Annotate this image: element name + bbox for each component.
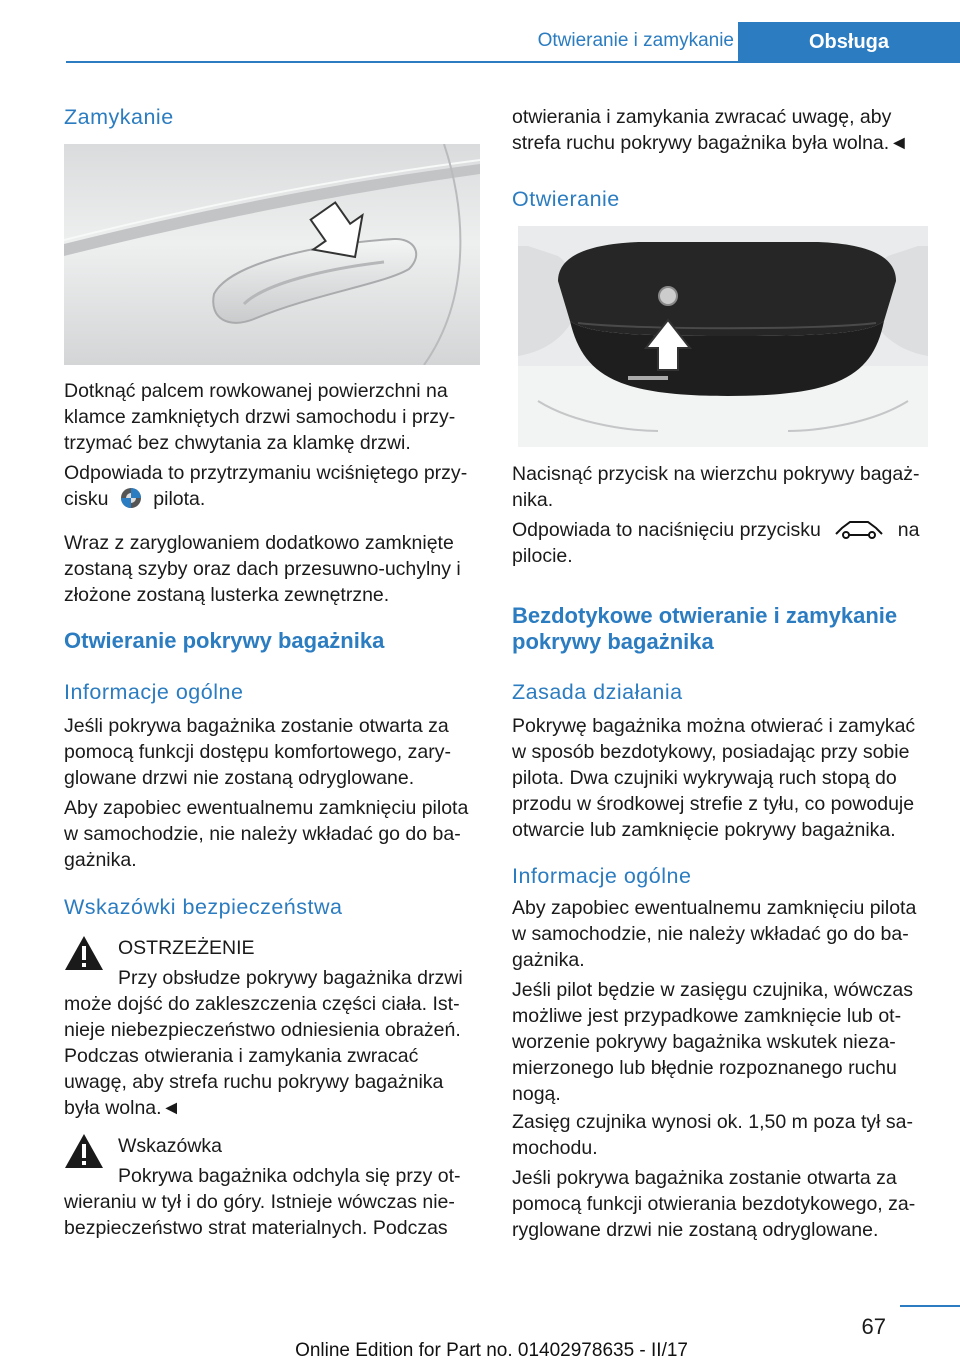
header-section-title: Otwieranie i zamykanie — [537, 30, 734, 51]
heading-otwieranie: Otwieranie — [512, 187, 620, 211]
heading-otwieranie-pokrywy: Otwieranie pokrywy bagażnika — [64, 628, 385, 653]
lock-button-icon — [120, 487, 142, 509]
page-number: 67 — [861, 1314, 886, 1339]
header-chapter-tab: Obsługa — [738, 22, 960, 63]
paragraph-remote-equivalent-b: pilota. — [153, 488, 206, 510]
paragraph-sensor-range: Zasięg czujnika wynosi ok. 1,50 m poza tył samochodu. — [512, 1111, 914, 1159]
trunk-lid-photo — [518, 226, 928, 447]
paragraph-remote-button-a: Odpowiada to naciśnięciu przycisku — [512, 519, 821, 541]
footer-rule — [900, 1305, 960, 1307]
heading-zamykanie: Zamykanie — [64, 105, 174, 129]
edition-note: Online Edition for Part no. 01402978635 - II/17 — [295, 1340, 688, 1361]
paragraph-comfort-access: Jeśli pokrywa bagażnika zostanie otwarta za pomocą funkcji dostępu komfortowego, zaryglowane drzwi nie zostaną odryglowane. — [64, 715, 451, 789]
paragraph-sensor-range-risk: Jeśli pilot będzie w zasięgu czujnika, wówczas możliwe jest przypadkowe zamknięcie lub otworzenie pokrywy bagażnika wskutek niezamierzonego lub błędnie rozpoznanego ruchu nogą. — [512, 979, 914, 1105]
paragraph-locking-extras: Wraz z zaryglowaniem dodatkowo zamknięte zostaną szyby oraz dach przesuwno-uchylny i złożone zostaną lusterka zewnętrzne. — [64, 532, 461, 606]
door-handle-photo — [64, 144, 480, 365]
paragraph-remote-equivalent — [64, 460, 480, 512]
note-title: Wskazówka — [118, 1135, 223, 1157]
paragraph-remote-equivalent-a: Odpowiada to przytrzymaniu wciśniętego przycisku — [64, 462, 468, 510]
heading-informacje-ogolne-2: Informacje ogólne — [512, 864, 692, 888]
warning-text: Przy obsłudze pokrywy bagażnika drzwi może dojść do zakleszczenia części ciała. Istnieje niebezpieczeństwo odniesienia obrażeń. Podczas otwierania i zamykania zwracać uwagę, aby strefa ruchu pokrywy bagażnika była wolna.◄ — [64, 967, 463, 1119]
paragraph-remote-button-b: na pilocie. — [512, 519, 920, 567]
car-trunk-button-icon — [834, 518, 884, 540]
heading-bezdotykowe: Bezdotykowe otwieranie i zamykanie pokrywy bagażnika — [512, 603, 898, 654]
paragraph-remote-button — [512, 517, 928, 569]
page-header — [66, 22, 960, 62]
paragraph-continued: otwierania i zamykania zwracać uwagę, aby strefa ruchu pokrywy bagażnika była wolna.◄ — [512, 106, 909, 154]
paragraph-touchless-open: Jeśli pokrywa bagażnika zostanie otwarta za pomocą funkcji otwierania bezdotykowego, zaryglowane drzwi nie zostaną odryglowane. — [512, 1167, 916, 1241]
note-text: Pokrywa bagażnika odchyla się przy otwieraniu w tył i do góry. Istnieje wówczas niebezpieczeństwo strat materialnych. Podczas — [64, 1165, 461, 1239]
paragraph-remote-in-trunk: Aby zapobiec ewentualnemu zamknięciu pilota w samochodzie, nie należy wkładać go do bagażnika. — [64, 797, 469, 871]
heading-zasada-dzialania: Zasada działania — [512, 680, 683, 704]
warning-title: OSTRZEŻENIE — [118, 937, 255, 959]
paragraph-touch-handle: Dotknąć palcem rowkowanej powierzchni na klamce zamkniętych drzwi samochodu i przytrzymać bez chwytania za klamkę drzwi. — [64, 380, 456, 454]
warning-block — [64, 935, 480, 1119]
paragraph-principle: Pokrywę bagażnika można otwierać i zamykać w sposób bezdotykowy, posiadając przy sobie pilota. Dwa czujniki wykrywają ruch stopą do przodu w środkowej strefie z tyłu, co powoduje otwarcie lub zamknięcie pokrywy bagażnika. — [512, 715, 916, 841]
paragraph-remote-in-trunk-2: Aby zapobiec ewentualnemu zamknięciu pilota w samochodzie, nie należy wkładać go do bagażnika. — [512, 897, 917, 971]
note-block — [64, 1133, 480, 1243]
paragraph-press-button: Nacisnąć przycisk na wierzchu pokrywy bagażnika. — [512, 463, 920, 511]
heading-wskazowki: Wskazówki bezpieczeństwa — [64, 895, 343, 919]
heading-informacje-ogolne: Informacje ogólne — [64, 680, 244, 704]
